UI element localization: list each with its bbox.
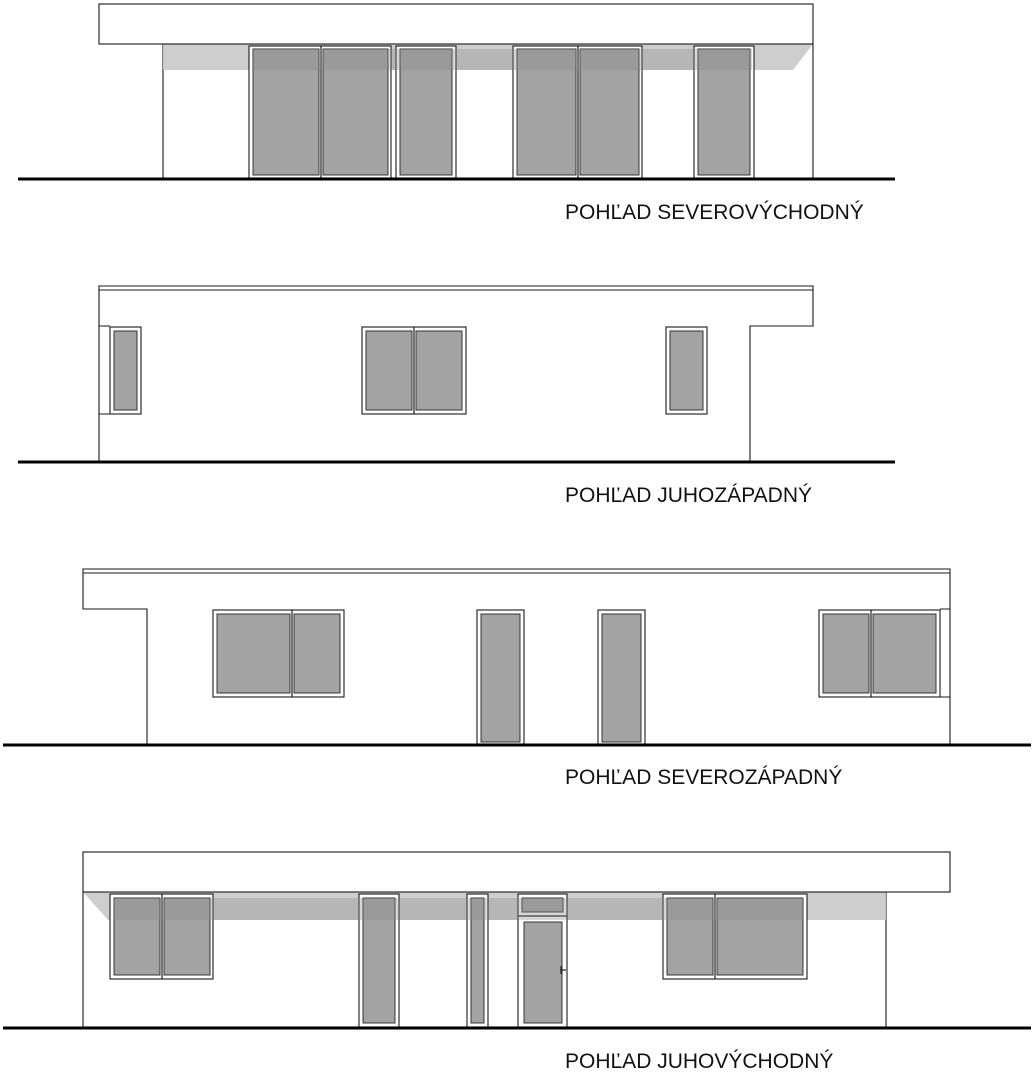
window-group: [362, 327, 466, 414]
roof-overhang: [83, 852, 950, 892]
roof-overhang: [99, 4, 813, 44]
door-glass: [524, 922, 562, 1023]
window-pane: [114, 331, 137, 410]
elevation-caption: POHĽAD JUHOVÝCHODNÝ: [565, 1050, 834, 1073]
window: [110, 327, 141, 414]
window-pane: [366, 331, 412, 410]
window-pane: [416, 331, 462, 410]
window-pane: [823, 614, 869, 693]
elevation-caption: POHĽAD SEVEROZÁPADNÝ: [565, 766, 843, 789]
elevation-northwest: [3, 569, 1031, 789]
elevation-northeast: [18, 4, 895, 224]
window-group: [819, 610, 940, 697]
elevation-caption: POHĽAD JUHOZÁPADNÝ: [565, 484, 812, 507]
window: [666, 327, 707, 414]
roof-shadow-overlay: [114, 898, 803, 920]
elevation-caption: POHĽAD SEVEROVÝCHODNÝ: [565, 201, 864, 224]
elevation-southwest: [18, 286, 895, 507]
door-glass: [602, 614, 641, 742]
door: [477, 610, 524, 744]
window-pane: [670, 331, 703, 410]
window-pane: [294, 614, 340, 693]
window-pane: [873, 614, 936, 693]
door: [598, 610, 645, 744]
window-pane: [217, 614, 290, 693]
roof-shadow-overlay: [253, 49, 752, 70]
door-glass: [481, 614, 520, 742]
elevation-southeast: [3, 852, 1031, 1073]
window-group: [213, 610, 344, 697]
